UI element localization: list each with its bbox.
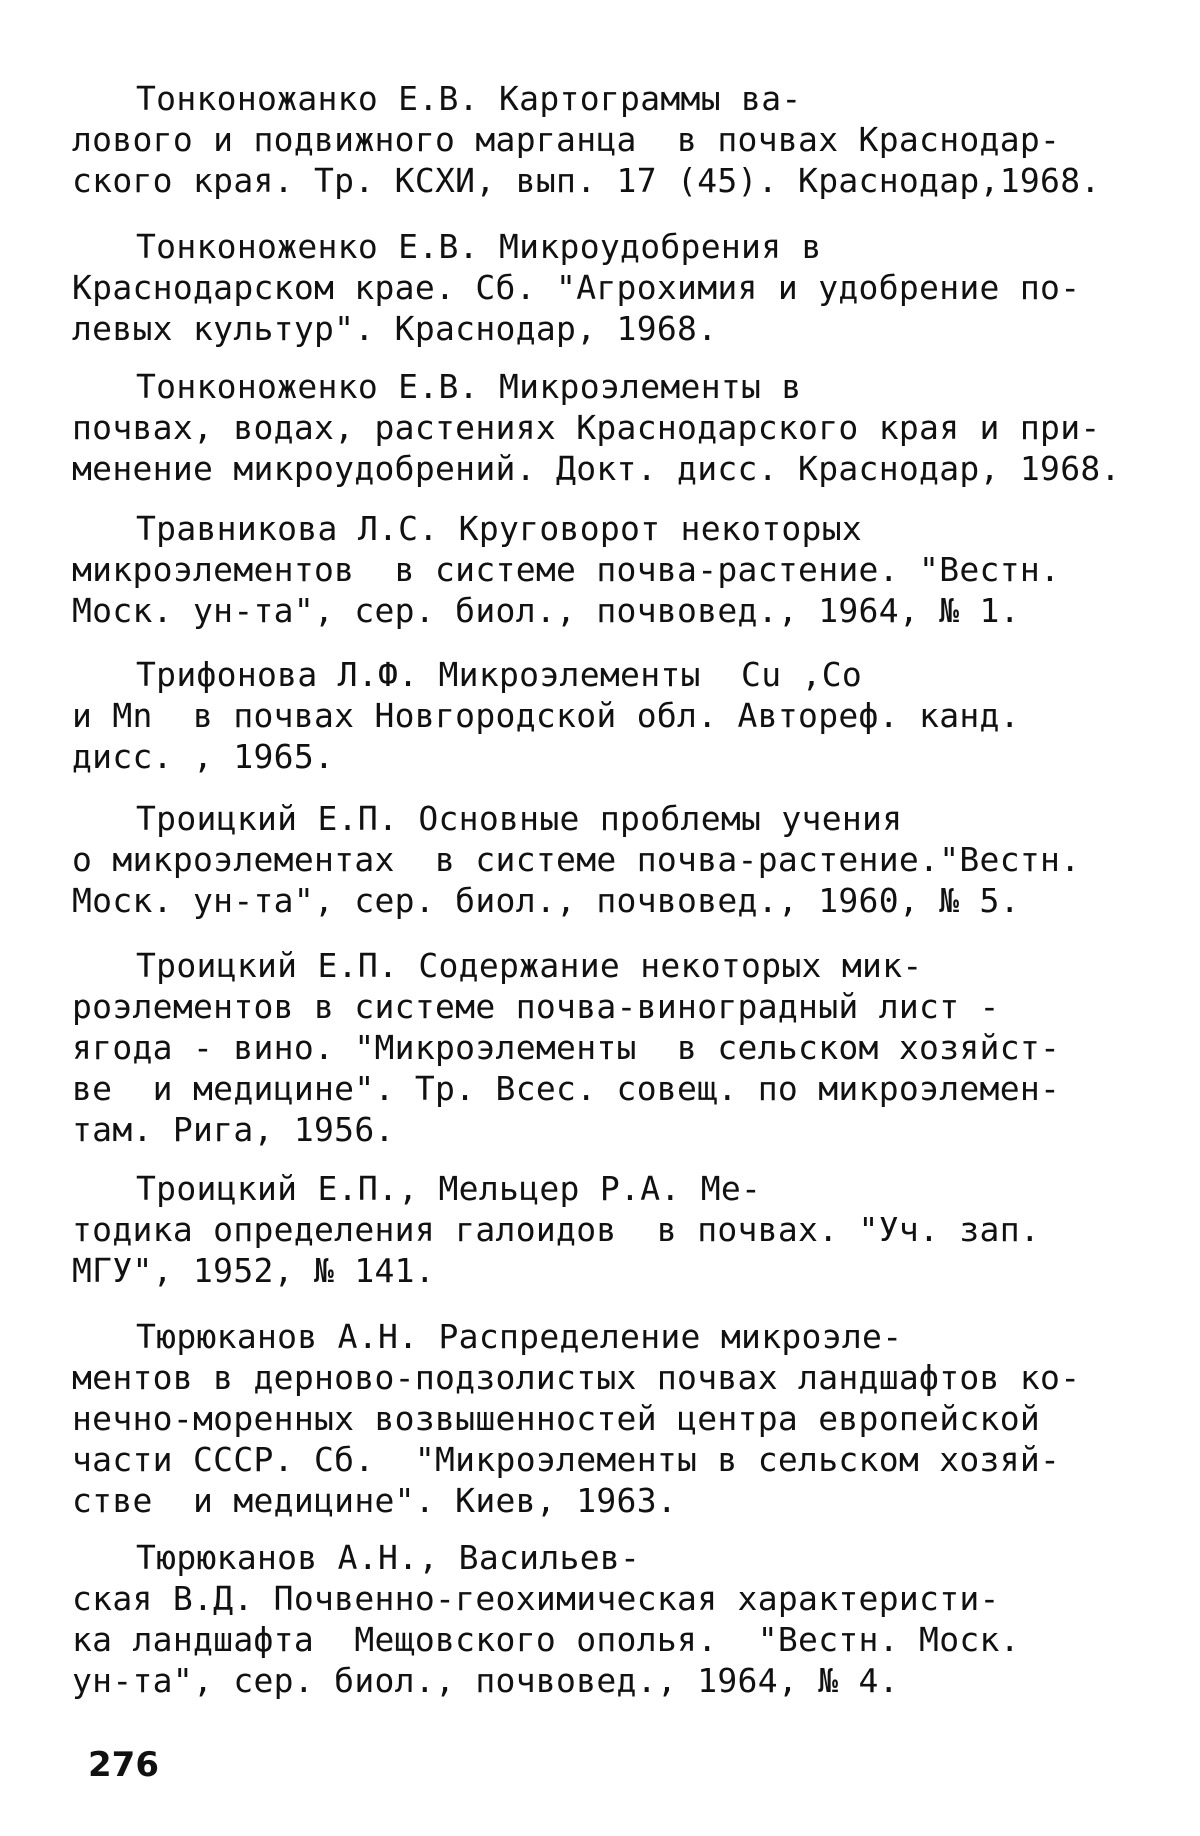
entry-line: Тонконоженко Е.В. Микроэлементы в (136, 367, 802, 406)
bibliography-entry (72, 366, 1132, 489)
entry-line: ягода - вино. "Микроэлементы в сельском хозяйст- (72, 1028, 1061, 1067)
entry-line: Троицкий Е.П., Мельцер Р.А. Ме- (136, 1169, 762, 1208)
entry-line: Троицкий Е.П. Содержание некоторых мик- (136, 946, 923, 985)
entry-line: роэлементов в системе почва-виноградный лист - (72, 987, 1000, 1026)
entry-line: части СССР. Сб. "Микроэлементы в сельском хозяй- (72, 1440, 1061, 1479)
entry-line: там. Рига, 1956. (72, 1110, 395, 1149)
entry-line: и Mn в почвах Новгородской обл. Автореф. канд. (72, 696, 1020, 735)
entry-line: Моск. ун-та", сер. биол., почвовед., 1964, № 1. (72, 591, 1020, 630)
entry-line: Моск. ун-та", сер. биол., почвовед., 1960, № 5. (72, 881, 1020, 920)
entry-line: ского края. Тр. КСХИ, вып. 17 (45). Краснодар,1968. (72, 161, 1101, 200)
entry-line: менение микроудобрений. Докт. дисс. Краснодар, 1968. (72, 449, 1121, 488)
entry-line: Краснодарском крае. Сб. "Агрохимия и удобрение по- (72, 268, 1081, 307)
entry-line: о микроэлементах в системе почва-растение."Вестн. (72, 840, 1081, 879)
entry-line: лового и подвижного марганца в почвах Краснодар- (72, 120, 1061, 159)
entry-line: микроэлементов в системе почва-растение. "Вестн. (72, 550, 1061, 589)
entry-line: Тюрюканов А.Н., Васильев- (136, 1538, 641, 1577)
bibliography-entry (72, 78, 1132, 201)
bibliography-entry (72, 798, 1132, 921)
bibliography-entry (72, 1537, 1132, 1701)
entry-line: Троицкий Е.П. Основные проблемы учения (136, 799, 903, 838)
entry-line: тодика определения галоидов в почвах. "Уч. зап. (72, 1210, 1041, 1249)
bibliography-entry (72, 508, 1132, 631)
entry-line: Тонконожанко Е.В. Картограммы ва- (136, 79, 802, 118)
entry-line: левых культур". Краснодар, 1968. (72, 309, 718, 348)
entry-line: нечно-моренных возвышенностей центра европейской (72, 1399, 1041, 1438)
page-number: 276 (88, 1745, 159, 1785)
entry-line: Тюрюканов А.Н. Распределение микроэле- (136, 1317, 903, 1356)
bibliography-entry (72, 654, 1132, 777)
entry-line: ка ландшафта Мещовского ополья. "Вестн. Моск. (72, 1620, 1020, 1659)
entry-line: Трифонова Л.Ф. Микроэлементы Cu ,Co (136, 655, 863, 694)
entry-line: Травникова Л.С. Круговорот некоторых (136, 509, 863, 548)
bibliography-entry (72, 945, 1132, 1150)
bibliography-entry (72, 226, 1132, 349)
bibliography-entry (72, 1168, 1132, 1291)
entry-line: ментов в дерново-подзолистых почвах ландшафтов ко- (72, 1358, 1081, 1397)
entry-line: ун-та", сер. биол., почвовед., 1964, № 4. (72, 1661, 899, 1700)
entry-line: ская В.Д. Почвенно-геохимическая характеристи- (72, 1579, 1000, 1618)
entry-line: ве и медицине". Тр. Всес. совещ. по микроэлемен- (72, 1069, 1061, 1108)
entry-line: МГУ", 1952, № 141. (72, 1251, 436, 1290)
entry-line: стве и медицине". Киев, 1963. (72, 1481, 678, 1520)
bibliography-entry (72, 1316, 1132, 1521)
entry-line: Тонконоженко Е.В. Микроудобрения в (136, 227, 822, 266)
entry-line: дисс. , 1965. (72, 737, 335, 776)
entry-line: почвах, водах, растениях Краснодарского края и при- (72, 408, 1101, 447)
